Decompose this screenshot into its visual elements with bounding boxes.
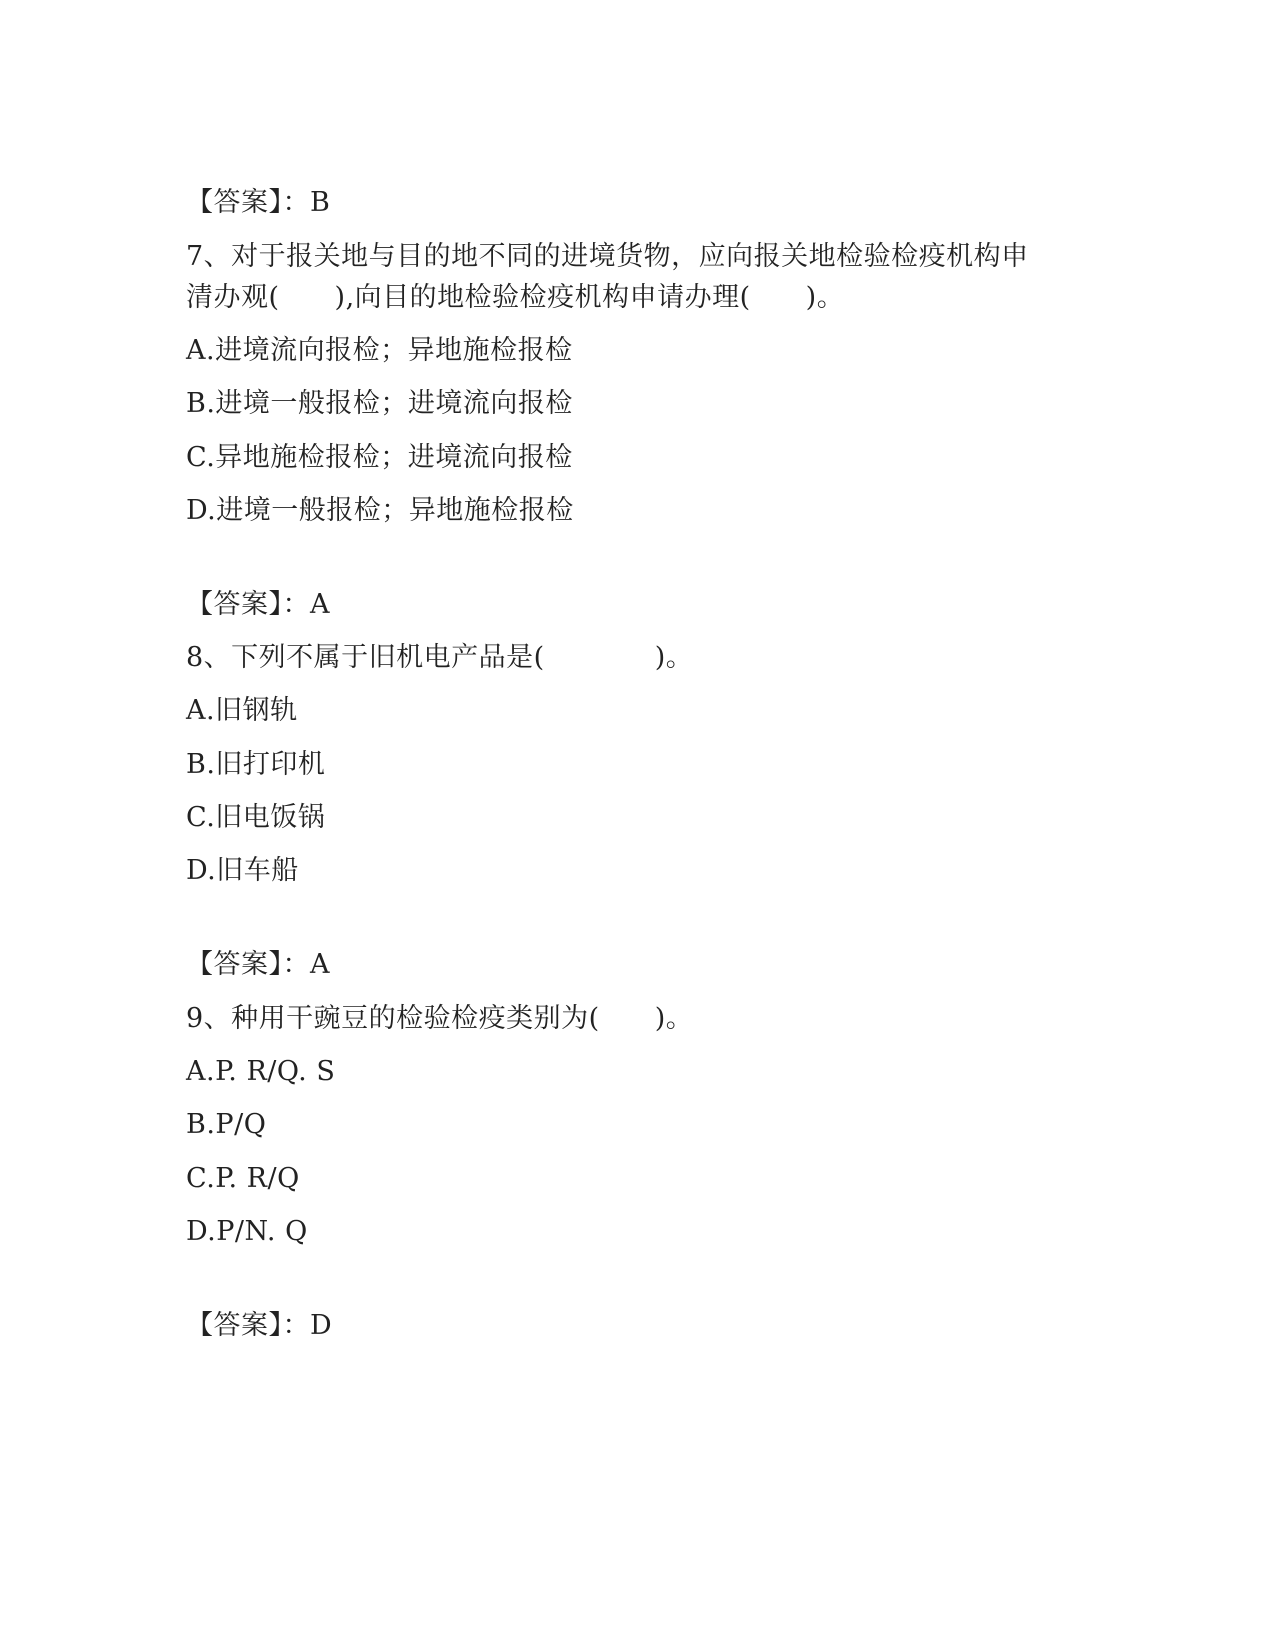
question-8-option-a: A.旧钢轨	[186, 695, 298, 726]
question-8-option-b: B.旧打印机	[186, 749, 326, 780]
question-9-option-b: B.P/Q	[186, 1109, 267, 1140]
question-7-option-b: B.进境一般报检；进境流向报检	[186, 388, 573, 419]
question-9: 9、种用干豌豆的检验检疫类别为( )。	[186, 1003, 694, 1034]
question-7-line-1: 7、对于报关地与目的地不同的进境货物，应向报关地检验检疫机构申	[186, 241, 1029, 272]
question-8-option-c: C.旧电饭锅	[186, 802, 326, 833]
question-9-option-d: D.P/N. Q	[186, 1216, 308, 1247]
question-9-option-c: C.P. R/Q	[186, 1163, 300, 1194]
question-7-line-2: 清办观( ),向目的地检验检疫机构申请办理( )。	[186, 282, 845, 313]
question-8: 8、下列不属于旧机电产品是( )。	[186, 642, 694, 673]
answer-9: 【答案】：D	[186, 1310, 333, 1341]
question-7-option-a: A.进境流向报检；异地施检报检	[186, 335, 573, 366]
answer-6: 【答案】：B	[186, 187, 331, 218]
answer-7: 【答案】：A	[186, 589, 330, 620]
question-8-option-d: D.旧车船	[186, 855, 299, 886]
answer-8: 【答案】：A	[186, 949, 330, 980]
question-7-option-c: C.异地施检报检；进境流向报检	[186, 442, 573, 473]
question-9-option-a: A.P. R/Q. S	[186, 1056, 336, 1087]
question-7-option-d: D.进境一般报检；异地施检报检	[186, 495, 574, 526]
